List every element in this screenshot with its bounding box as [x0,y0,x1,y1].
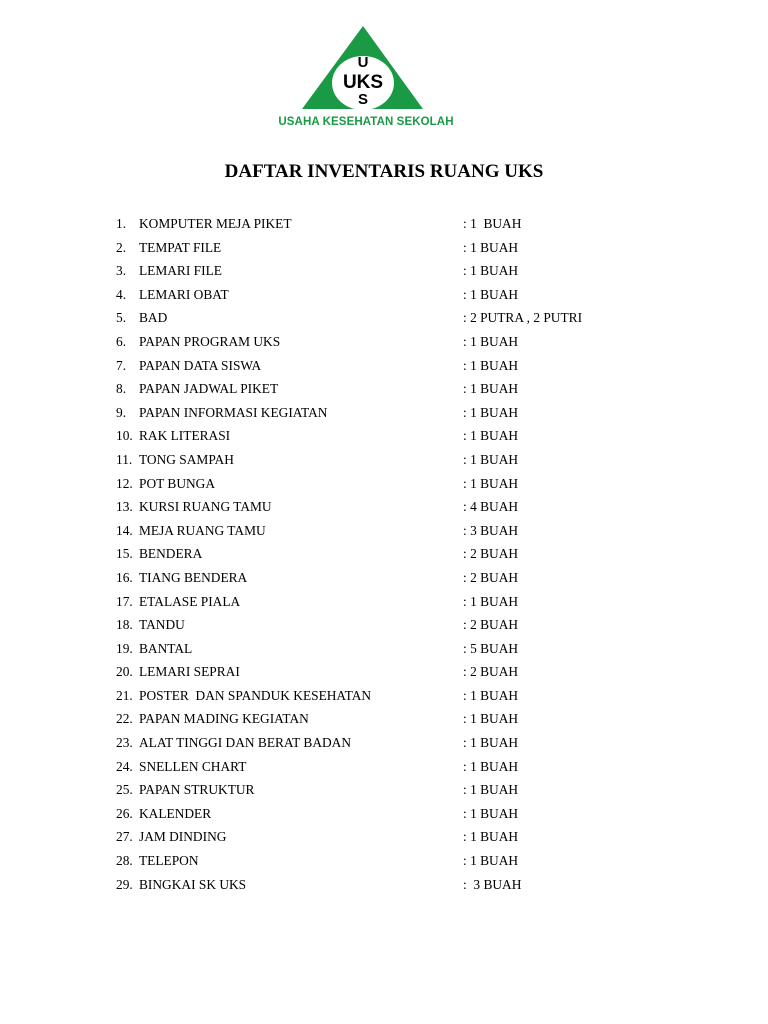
inventory-row [116,238,636,262]
inventory-row [116,592,636,616]
item-quantity: : 1 BUAH [463,286,519,302]
inventory-row [116,639,636,663]
item-quantity: : 1 BUAH [463,593,519,609]
item-number: 12. [116,475,133,491]
item-quantity: : 2 BUAH [463,569,519,585]
inventory-row [116,827,636,851]
item-name: POSTER DAN SPANDUK KESEHATAN [139,687,372,703]
item-number: 19. [116,640,133,656]
item-name: PAPAN STRUKTUR [139,782,255,798]
inventory-row [116,308,636,332]
inventory-row [116,662,636,686]
item-number: 18. [116,617,133,633]
item-number: 14. [116,522,133,538]
item-number: 17. [116,593,133,609]
item-quantity: : 2 BUAH [463,546,519,562]
item-quantity: : 2 BUAH [463,664,519,680]
item-number: 9. [116,404,127,420]
inventory-row [116,474,636,498]
uks-logo [268,22,468,137]
item-name: LEMARI FILE [139,263,222,279]
item-number: 24. [116,758,133,774]
item-name: BAD [139,310,168,326]
item-quantity: : 1 BUAH [463,711,519,727]
item-name: POT BUNGA [139,475,216,491]
item-quantity: : 1 BUAH [463,805,519,821]
inventory-row [116,780,636,804]
item-name: BANTAL [139,640,193,656]
inventory-row [116,356,636,380]
item-name: PAPAN DATA SISWA [139,357,262,373]
item-name: PAPAN PROGRAM UKS [139,333,281,349]
inventory-row [116,214,636,238]
logo-caption: USAHA KESEHATAN SEKOLAH [278,116,454,128]
item-name: BINGKAI SK UKS [139,876,247,892]
item-number: 5. [116,310,127,326]
item-name: LEMARI OBAT [139,286,229,302]
item-name: PAPAN INFORMASI KEGIATAN [139,404,328,420]
item-quantity: : 1 BUAH [463,333,519,349]
inventory-row [116,804,636,828]
item-quantity: : 1 BUAH [463,263,519,279]
item-quantity: : 1 BUAH [463,687,519,703]
item-number: 10. [116,428,133,444]
item-name: TELEPON [139,853,199,869]
item-name: SNELLEN CHART [139,758,247,774]
inventory-row [116,709,636,733]
item-number: 20. [116,664,133,680]
uks-triangle-emblem [268,22,468,117]
item-number: 3. [116,263,127,279]
inventory-row [116,757,636,781]
inventory-row [116,285,636,309]
item-number: 27. [116,829,133,845]
item-number: 4. [116,286,127,302]
item-quantity: : 5 BUAH [463,640,519,656]
item-name: RAK LITERASI [139,428,231,444]
item-number: 11. [116,451,133,467]
item-name: KALENDER [139,805,212,821]
inventory-row [116,568,636,592]
inventory-row [116,521,636,545]
item-name: MEJA RUANG TAMU [139,522,266,538]
inventory-row [116,615,636,639]
item-quantity: : 3 BUAH [463,876,522,892]
item-quantity: : 1 BUAH [463,853,519,869]
item-name: KOMPUTER MEJA PIKET [139,216,292,231]
item-number: 2. [116,239,127,255]
inventory-row [116,875,636,899]
item-quantity: : 1 BUAH [463,357,519,373]
inventory-row [116,544,636,568]
item-quantity: : 1 BUAH [463,475,519,491]
item-quantity: : 1 BUAH [463,216,522,231]
inventory-row [116,379,636,403]
item-number: 26. [116,805,133,821]
inventory-row [116,686,636,710]
inventory-row [116,851,636,875]
item-quantity: : 1 BUAH [463,758,519,774]
item-name: BENDERA [139,546,203,562]
item-number: 15. [116,546,133,562]
item-name: TANDU [139,617,185,633]
item-number: 7. [116,357,127,373]
item-quantity: : 3 BUAH [463,522,519,538]
item-quantity: : 1 BUAH [463,735,519,751]
inventory-row [116,450,636,474]
item-number: 6. [116,333,127,349]
item-number: 23. [116,735,133,751]
item-number: 28. [116,853,133,869]
item-name: ALAT TINGGI DAN BERAT BADAN [139,735,352,751]
inventory-row [116,497,636,521]
logo-letter-bottom: S [357,91,369,108]
item-quantity: : 1 BUAH [463,782,519,798]
inventory-row [116,332,636,356]
item-name: JAM DINDING [139,829,227,845]
item-quantity: : 1 BUAH [463,381,519,397]
item-number: 1. [116,216,127,231]
item-number: 29. [116,876,133,892]
item-name: PAPAN MADING KEGIATAN [139,711,309,727]
item-name: ETALASE PIALA [139,593,241,609]
item-name: TONG SAMPAH [139,451,234,467]
item-quantity: : 1 BUAH [463,239,519,255]
item-number: 13. [116,499,133,515]
item-number: 21. [116,687,133,703]
item-quantity: : 2 BUAH [463,617,519,633]
item-quantity: : 1 BUAH [463,829,519,845]
page-title: DAFTAR INVENTARIS RUANG UKS [224,161,544,182]
inventory-row [116,261,636,285]
item-name: TIANG BENDERA [139,569,248,585]
item-number: 16. [116,569,133,585]
item-name: LEMARI SEPRAI [139,664,240,680]
item-quantity: : 2 PUTRA , 2 PUTRI [463,310,583,326]
item-quantity: : 1 BUAH [463,428,519,444]
logo-letters-middle: UKS [342,72,384,93]
item-number: 22. [116,711,133,727]
item-quantity: : 4 BUAH [463,499,519,515]
item-name: TEMPAT FILE [139,239,222,255]
item-quantity: : 1 BUAH [463,451,519,467]
inventory-row [116,733,636,757]
logo-letter-top: U [357,54,369,71]
item-quantity: : 1 BUAH [463,404,519,420]
item-number: 25. [116,782,133,798]
item-number: 8. [116,381,127,397]
inventory-row [116,403,636,427]
item-name: PAPAN JADWAL PIKET [139,381,279,397]
item-name: KURSI RUANG TAMU [139,499,272,515]
inventory-row [116,426,636,450]
inventory-list [116,214,636,898]
